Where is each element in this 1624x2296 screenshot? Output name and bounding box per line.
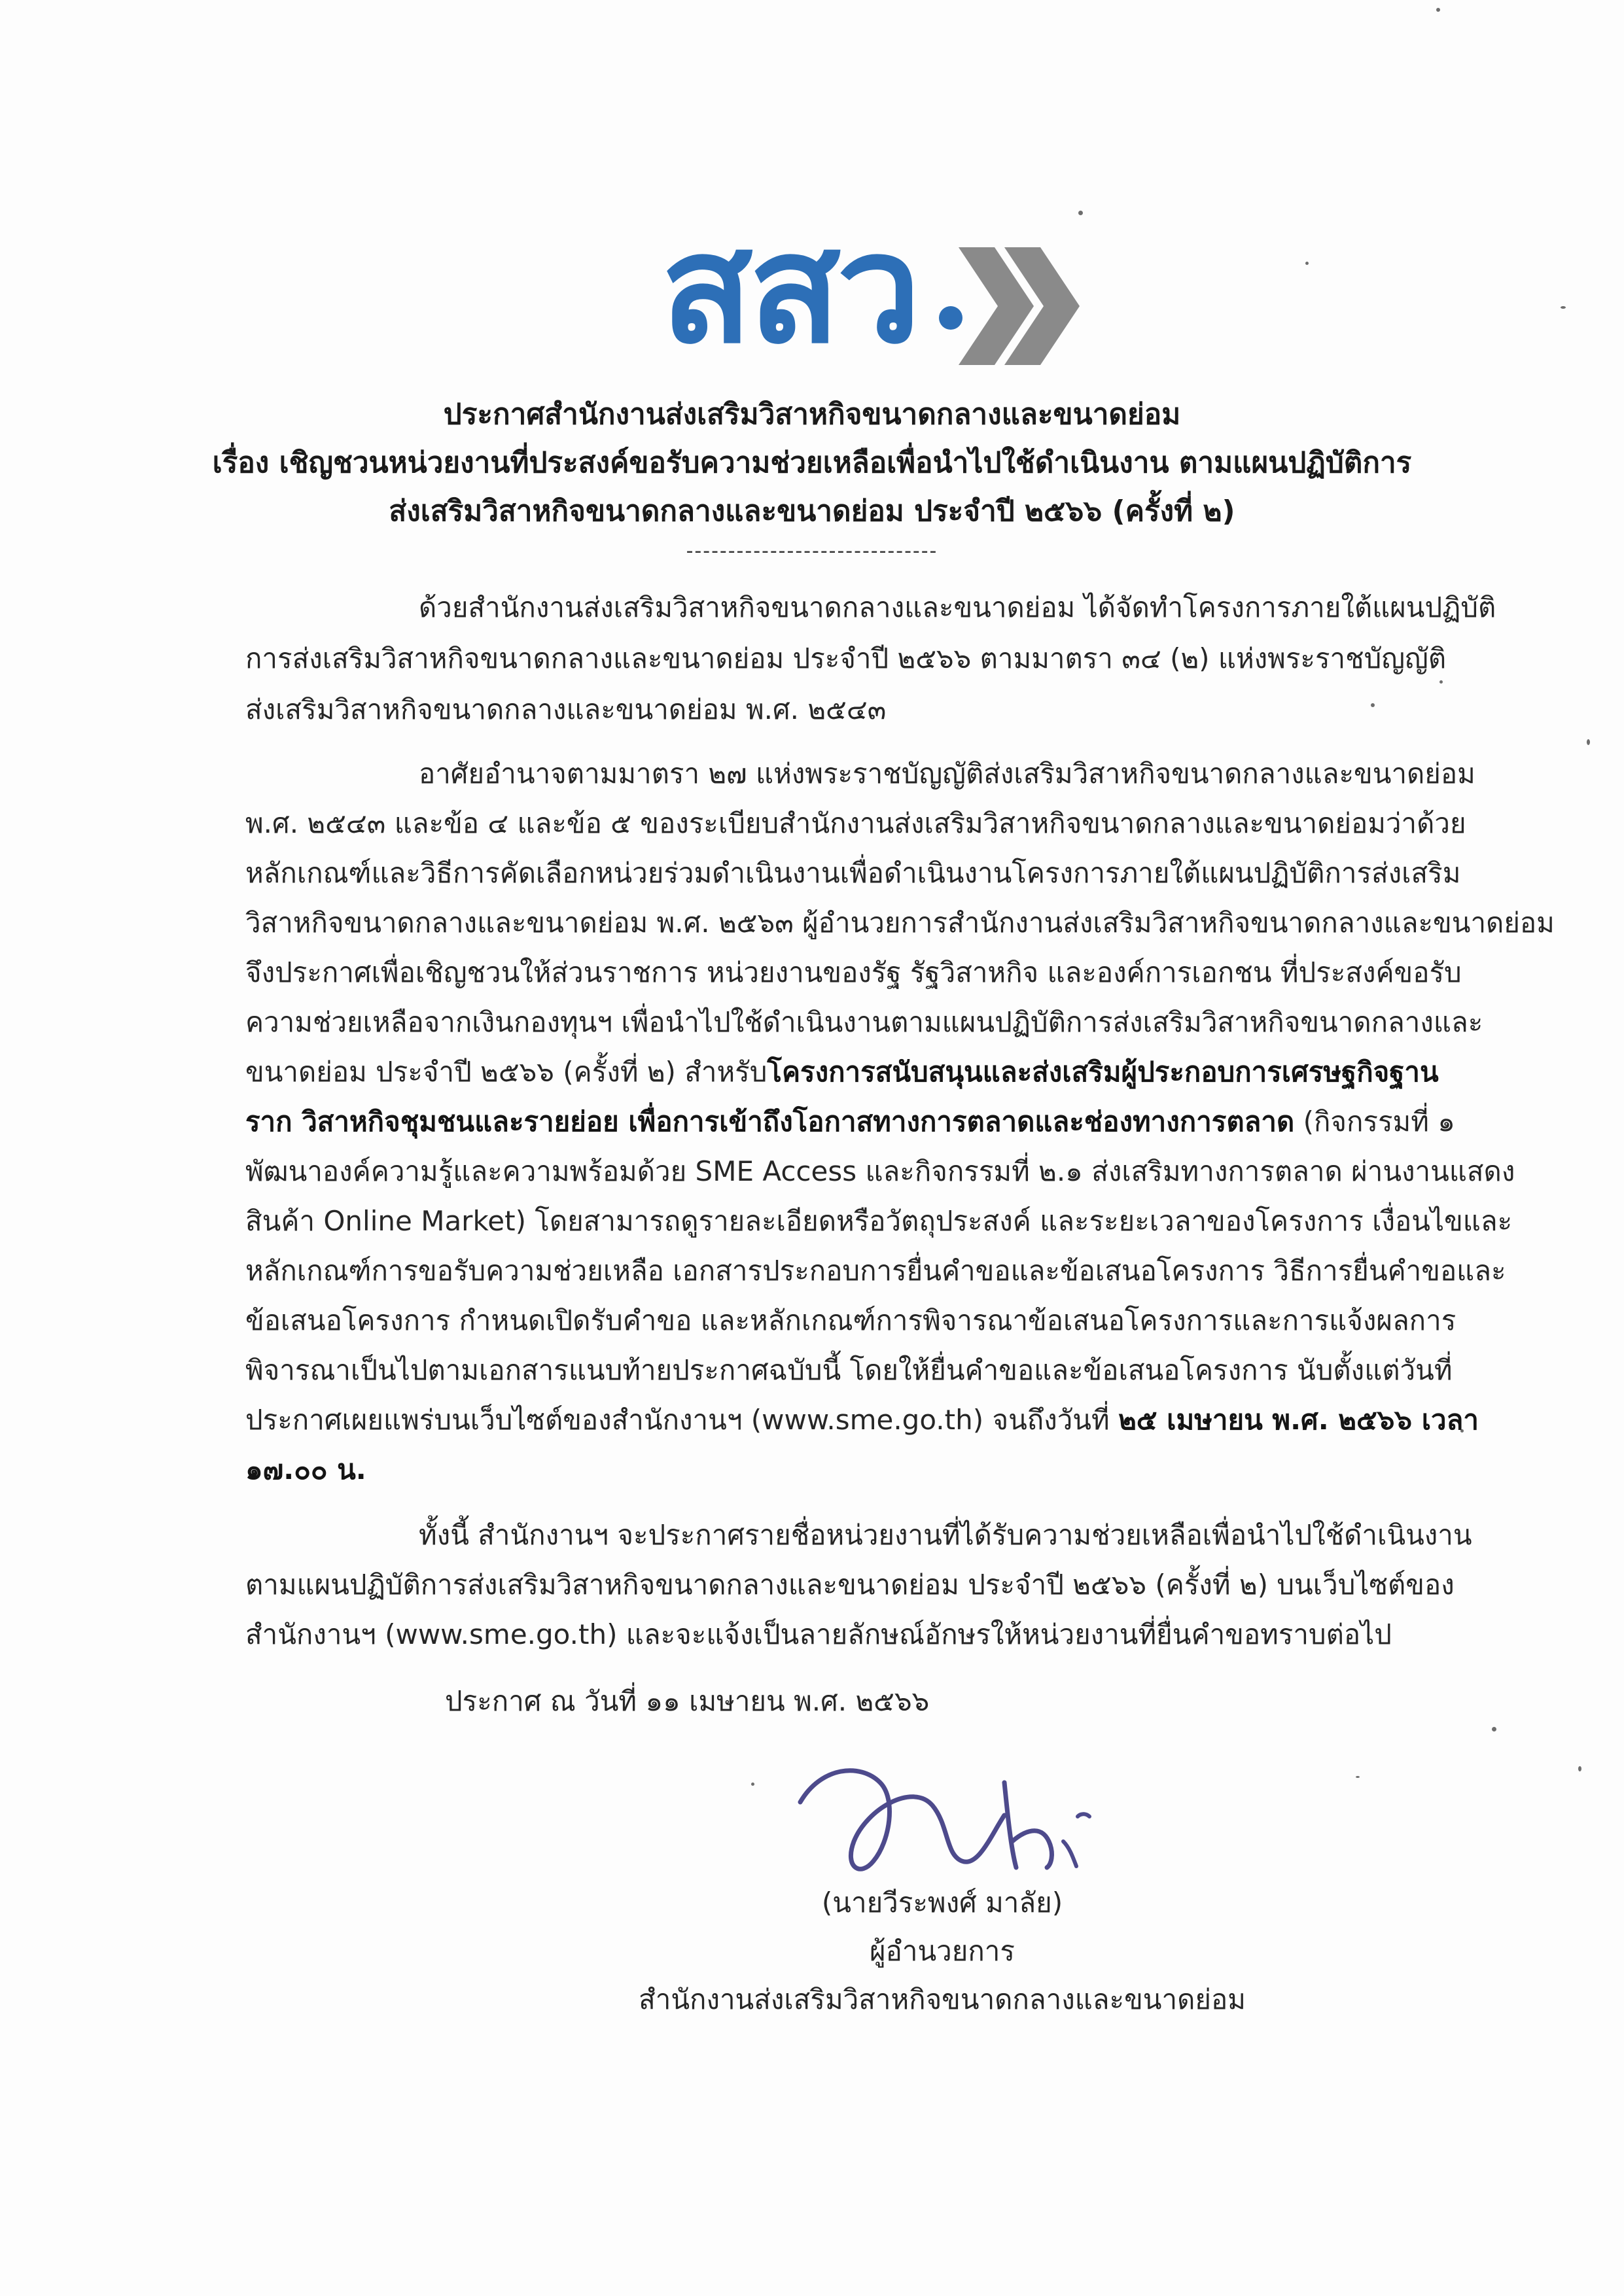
- para2-line3: หลักเกณฑ์และวิธีการคัดเลือกหน่วยร่วมดำเนินงานเพื่อดำเนินงานโครงการภายใต้แผนปฏิบัติการส่งเสริม: [245, 857, 1461, 889]
- para2-line14: [245, 1406, 1479, 1434]
- para2-line7-text: ขนาดย่อม ประจำปี ๒๕๖๖ (ครั้งที่ ๒) สำหรับ: [245, 1056, 768, 1088]
- para1-line2: การส่งเสริมวิสาหกิจขนาดกลางและขนาดย่อม ประจำปี ๒๕๖๖ ตามมาตรา ๓๔ (๒) แห่งพระราชบัญญัติ: [245, 642, 1447, 674]
- para2-line8-text: (กิจกรรมที่ ๑: [1294, 1105, 1455, 1138]
- announcement-subject-cont: ส่งเสริมวิสาหกิจขนาดกลางและขนาดย่อม ประจำปี ๒๕๖๖ (ครั้งที่ ๒): [389, 495, 1235, 528]
- para2-line14-text: ประกาศเผยแพร่บนเว็บไซต์ของสำนักงานฯ (www.sme.go.th) จนถึงวันที่: [245, 1404, 1119, 1436]
- scan-speck: [1439, 680, 1443, 684]
- deadline-date: ๒๕ เมษายน พ.ศ. ๒๕๖๖ เวลา: [1118, 1404, 1479, 1436]
- para2-line7: [245, 1058, 1439, 1086]
- announcement-title: ประกาศสำนักงานส่งเสริมวิสาหกิจขนาดกลางและขนาดย่อม: [443, 398, 1181, 431]
- announce-date: ประกาศ ณ วันที่ ๑๑ เมษายน พ.ศ. ๒๕๖๖: [445, 1685, 930, 1717]
- scan-speck: [1305, 262, 1309, 265]
- double-chevron-right-icon: [959, 247, 1089, 365]
- para1-line3: ส่งเสริมวิสาหกิจขนาดกลางและขนาดย่อม พ.ศ. ๒๕๔๓: [245, 693, 887, 725]
- para1-line1: ด้วยสำนักงานส่งเสริมวิสาหกิจขนาดกลางและขนาดย่อม ได้จัดทำโครงการภายใต้แผนปฏิบัติ: [419, 591, 1496, 623]
- para2-line4: วิสาหกิจขนาดกลางและขนาดย่อม พ.ศ. ๒๕๖๓ ผู้อำนวยการสำนักงานส่งเสริมวิสาหกิจขนาดกลางและขนาดย่อม: [245, 907, 1555, 939]
- para2-line1: อาศัยอำนาจตามมาตรา ๒๗ แห่งพระราชบัญญัติส่งเสริมวิสาหกิจขนาดกลางและขนาดย่อม: [419, 757, 1475, 790]
- para2-line5: จึงประกาศเพื่อเชิญชวนให้ส่วนราชการ หน่วยงานของรัฐ รัฐวิสาหกิจ และองค์การเอกชน ที่ประสงค์ขอรับ: [245, 956, 1462, 988]
- deadline-time: ๑๗.๐๐ น.: [245, 1453, 366, 1486]
- signer-position: ผู้อำนวยการ: [870, 1935, 1015, 1967]
- para2-line13: พิจารณาเป็นไปตามเอกสารแนบท้ายประกาศฉบับนี้ โดยให้ยื่นคำขอและข้อเสนอโครงการ นับตั้งแต่วันที่: [245, 1354, 1453, 1386]
- logo-text: สสว: [661, 202, 917, 377]
- para3-line3: สำนักงานฯ (www.sme.go.th) และจะแจ้งเป็นลายลักษณ์อักษรให้หน่วยงานที่ยื่นคำขอทราบต่อไป: [245, 1618, 1392, 1650]
- scan-speck: [1356, 1776, 1360, 1778]
- sme-logo: [661, 202, 1093, 377]
- signer-name: (นายวีระพงศ์ มาลัย): [821, 1887, 1063, 1919]
- scan-speck: [751, 1783, 754, 1786]
- para2-line2: พ.ศ. ๒๕๔๓ และข้อ ๔ และข้อ ๕ ของระเบียบสำนักงานส่งเสริมวิสาหกิจขนาดกลางและขนาดย่อมว่าด้วย: [245, 807, 1466, 839]
- scan-speck: [1587, 739, 1590, 745]
- scan-speck: [1492, 1727, 1496, 1731]
- scan-speck: [1078, 211, 1083, 215]
- project-name-part2: ราก วิสาหกิจชุมชนและรายย่อย เพื่อการเข้าถึงโอกาสทางการตลาดและช่องทางการตลาด: [245, 1105, 1295, 1138]
- scan-speck: [1578, 1766, 1581, 1771]
- announcement-subject: เรื่อง เชิญชวนหน่วยงานที่ประสงค์ขอรับความช่วยเหลือเพื่อนำไปใช้ดำเนินงาน ตามแผนปฏิบัติการ: [212, 446, 1412, 479]
- para2-line8: [245, 1105, 1455, 1138]
- para2-line6: ความช่วยเหลือจากเงินกองทุนฯ เพื่อนำไปใช้ดำเนินงานตามแผนปฏิบัติการส่งเสริมวิสาหกิจขนาดกลางและ: [245, 1006, 1483, 1038]
- para3-line1: ทั้งนี้ สำนักงานฯ จะประกาศรายชื่อหน่วยงานที่ได้รับความช่วยเหลือเพื่อนำไปใช้ดำเนินงาน: [419, 1519, 1472, 1551]
- handwritten-signature: [782, 1756, 1122, 1887]
- para3-line2: ตามแผนปฏิบัติการส่งเสริมวิสาหกิจขนาดกลางและขนาดย่อม ประจำปี ๒๕๖๖ (ครั้งที่ ๒) บนเว็บไซต์ของ: [245, 1569, 1455, 1601]
- para2-line12: ข้อเสนอโครงการ กำหนดเปิดรับคำขอ และหลักเกณฑ์การพิจารณาข้อเสนอโครงการและการแจ้งผลการ: [245, 1304, 1456, 1336]
- header-divider: ------------------------------: [686, 540, 938, 563]
- para2-line10: สินค้า Online Market) โดยสามารถดูรายละเอียดหรือวัตถุประสงค์ และระยะเวลาของโครงการ เงื่อนไขและ: [245, 1205, 1513, 1237]
- signer-office: สำนักงานส่งเสริมวิสาหกิจขนาดกลางและขนาดย่อม: [639, 1983, 1246, 2015]
- para2-line9: พัฒนาองค์ความรู้และความพร้อมด้วย SME Access และกิจกรรมที่ ๒.๑ ส่งเสริมทางการตลาด ผ่านงานแสดง: [245, 1155, 1515, 1187]
- scan-speck: [1371, 703, 1375, 707]
- scan-speck: [1436, 8, 1440, 12]
- para2-line11: หลักเกณฑ์การขอรับความช่วยเหลือ เอกสารประกอบการยื่นคำขอและข้อเสนอโครงการ วิธีการยื่นคำขอและ: [245, 1255, 1506, 1287]
- project-name-part1: โครงการสนับสนุนและส่งเสริมผู้ประกอบการเศรษฐกิจฐาน: [767, 1056, 1439, 1088]
- scan-speck: [1561, 306, 1566, 309]
